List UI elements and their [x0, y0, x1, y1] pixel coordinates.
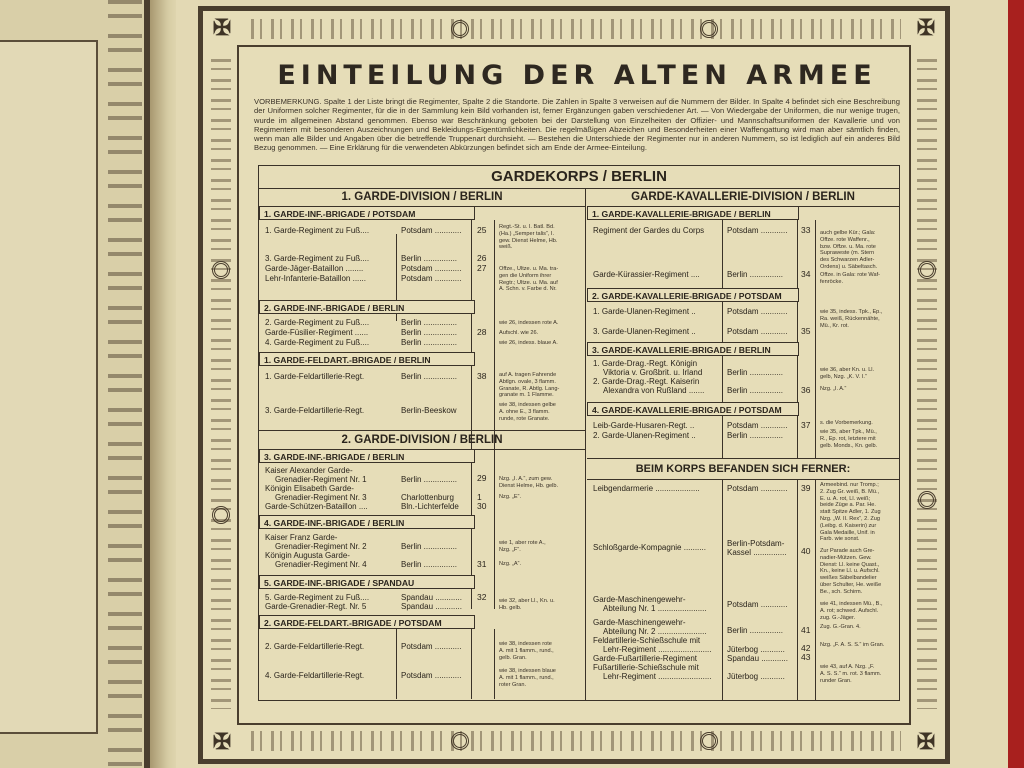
garrison: Berlin ............... [401, 542, 458, 551]
uniform-note: Armeebind. nur Tromp.; 2. Zug Gr. weiß, B. Mü., E. u. A. rot, Ll. weiß; beide Züge a. Par. He. statt Spitze Adler, 1. Zug Nzg. „W. II. Rex“, 2. Zug (Leibg. d. Kaiserin) zur Gala Medaille, Unif. in Farb. wie sonst. [820, 482, 881, 543]
division-heading: GARDE-KAVALLERIE-DIVISION / BERLIN [587, 188, 899, 207]
regiment-name: Garde-Schützen-Bataillon .... [265, 502, 368, 511]
uniform-note: wie 41, indessen Mü., B., A. rot; schwed. Aufschl. zug. G.-Jäger. [820, 601, 883, 621]
garrison: Berlin ............... [727, 626, 784, 635]
garrison: Potsdam ............ [401, 226, 462, 235]
garrison: Potsdam ............ [727, 327, 788, 336]
unit-name: Schloßgarde-Kompagnie .......... [593, 543, 706, 552]
regiment-name: Grenadier-Regiment Nr. 4 [275, 560, 367, 569]
column-rule [815, 220, 816, 458]
brigade-heading: 1. GARDE-KAVALLERIE-BRIGADE / BERLIN [587, 206, 799, 220]
garrison: Potsdam ............ [401, 264, 462, 273]
right-column [587, 188, 899, 700]
left-column [259, 188, 586, 700]
rosette-icon [451, 732, 469, 750]
picture-number: 36 [801, 385, 811, 395]
brigade-heading: 3. GARDE-INF.-BRIGADE / BERLIN [259, 449, 475, 463]
picture-number: 41 [801, 625, 811, 635]
unit-name: Lehr-Regiment ........................ [603, 645, 712, 654]
regiment-name: 1. Garde-Drag.-Regt. Königin [593, 359, 698, 368]
uniform-note: Aufschl. wie 26. [499, 330, 539, 336]
red-cover-edge [1008, 0, 1024, 768]
regiment-name: 5. Garde-Regiment zu Fuß.... [265, 593, 370, 602]
regiment-name: Kaiser Alexander Garde- [265, 466, 353, 475]
garrison: Berlin ............... [401, 475, 458, 484]
brigade-heading: 1. GARDE-FELDART.-BRIGADE / BERLIN [259, 352, 475, 366]
regiment-name: 2. Garde-Feldartillerie-Regt. [265, 642, 365, 651]
iron-cross-icon: ✠ [916, 15, 936, 40]
page-title: EINTEILUNG DER ALTEN ARMEE [277, 60, 877, 91]
garrison: Berlin ............... [401, 318, 458, 327]
unit-name: Leibgendarmerie .................... [593, 484, 700, 493]
picture-number: 40 [801, 546, 811, 556]
uniform-note: wie 43, auf A. Nzg. „F. A. S. S.“ m. rot. 3 flamm. runder Gran. [820, 664, 882, 684]
picture-number: 27 [477, 263, 487, 273]
picture-number: 31 [477, 559, 487, 569]
picture-number: 26 [477, 253, 487, 263]
garrison: Spandau ............ [401, 602, 462, 611]
column-rule [396, 629, 397, 699]
garrison: Berlin ............... [401, 328, 458, 337]
column-rule [494, 220, 495, 609]
garrison: Jüterbog ........... [727, 672, 785, 681]
rosette-icon [451, 20, 469, 38]
column-rule [471, 220, 472, 609]
garrison: Berlin ............... [401, 560, 458, 569]
regiment-name: Königin Augusta Garde- [265, 551, 350, 560]
garrison: Berlin ............... [727, 431, 784, 440]
unit-name: Garde-Fußartillerie-Regiment [593, 654, 698, 663]
garrison: Berlin ............... [727, 386, 784, 395]
iron-cross-icon: ✠ [212, 15, 232, 40]
brigade-heading: 2. GARDE-INF.-BRIGADE / BERLIN [259, 300, 475, 314]
regiment-name: Grenadier-Regiment Nr. 3 [275, 493, 367, 502]
garrison: Potsdam ............ [727, 421, 788, 430]
regiment-name: Viktoria v. Großbrit. u. Irland [603, 368, 703, 377]
uniform-note: auch gelbe Kür.; Gala: Offze. rote Waffenr., bzw. Offze. u. Ma. rote Supraweste (m. Stern des Schwarzen Adler- Ordens) u. Säbeltasch. [820, 230, 878, 270]
unit-name: Fußartillerie-Schießschule mit [593, 663, 699, 672]
uniform-note: wie 38, indessen rote A. mit 1 flamm., rund., gelb. Gran. [499, 641, 554, 661]
regiment-name: 3. Garde-Feldartillerie-Regt. [265, 406, 365, 415]
unit-name: Garde-Maschinengewehr- [593, 618, 686, 627]
garrison: Potsdam ............ [401, 671, 462, 680]
regiment-name: 4. Garde-Feldartillerie-Regt. [265, 671, 365, 680]
garrison: Bln.-Lichterfelde [401, 502, 459, 511]
garrison: Spandau ............ [401, 593, 462, 602]
garrison: Potsdam ............ [727, 307, 788, 316]
column-rule [722, 220, 723, 458]
left-page-frame [0, 0, 150, 768]
regiment-name: 1. Garde-Regiment zu Fuß.... [265, 226, 370, 235]
left-page [0, 0, 160, 768]
left-oak-leaf-band [211, 59, 231, 709]
uniform-note: wie 36, aber Kn. u. Ll. gelb, Nzg. „K. V. I.“ [820, 367, 875, 380]
regiment-name: 1. Garde-Feldartillerie-Regt. [265, 372, 365, 381]
garrison: Kassel ............... [727, 548, 787, 557]
korps-title: GARDEKORPS / BERLIN [259, 166, 899, 189]
garrison: Charlottenburg [401, 493, 454, 502]
garrison: Berlin ............... [727, 270, 784, 279]
uniform-note: Nzg. „I. A.“, zum gew. Dienst Helme, Hb. gelb. [499, 476, 559, 489]
column-rule [722, 480, 723, 700]
picture-number: 43 [801, 652, 811, 662]
picture-number: 42 [801, 643, 811, 653]
garrison: Berlin ............... [401, 254, 458, 263]
brigade-heading: 1. GARDE-INF.-BRIGADE / POTSDAM [259, 206, 475, 220]
column-rule [815, 480, 816, 700]
unit-name: Abteilung Nr. 2 ...................... [603, 627, 707, 636]
brigade-heading: 5. GARDE-INF.-BRIGADE / SPANDAU [259, 575, 475, 589]
regiment-name: Regiment der Gardes du Corps [593, 226, 705, 235]
garrison: Berlin-Beeskow [401, 406, 457, 415]
picture-number: 35 [801, 326, 811, 336]
top-oak-leaf-band [251, 19, 901, 39]
regiment-name: 2. Garde-Ulanen-Regiment .. [593, 431, 696, 440]
garrison: Berlin ............... [727, 368, 784, 377]
regiment-name: Garde-Füsilier-Regiment ...... [265, 328, 369, 337]
regiment-name: 1. Garde-Ulanen-Regiment .. [593, 307, 696, 316]
uniform-note: wie 35, aber Tpk., Mü., R., Ep. rot, letztere mit gelb. Monds., Kn. gelb. [820, 429, 878, 449]
rosette-icon [700, 20, 718, 38]
iron-cross-icon: ✠ [916, 729, 936, 754]
uniform-note: Offze., Ultze. u. Ma. tra- gen die Uniform ihrer Regtr.; Ultze. u. Ma. auf A. Schn. v. Farbe d. Nr. [499, 266, 559, 293]
unit-name: Lehr-Regiment ........................ [603, 672, 712, 681]
regiment-name: 2. Garde-Drag.-Regt. Kaiserin [593, 377, 700, 386]
column-rule [797, 220, 798, 458]
bottom-oak-leaf-band [251, 731, 901, 751]
picture-number: 32 [477, 592, 487, 602]
regiment-name: Königin Elisabeth Garde- [265, 484, 354, 493]
uniform-note: wie 35, indess. Tpk., Ep., Ra. weiß, Rückennähte, Mü., Kr. rot. [820, 309, 883, 329]
uniform-note: Zug. G.-Gran. 4. [820, 624, 861, 630]
picture-number: 39 [801, 483, 811, 493]
garrison: Spandau ............ [727, 654, 788, 663]
left-oak-leaf-border [108, 0, 142, 768]
uniform-note: s. die Vorbemerkung. [820, 420, 873, 426]
unit-name: Garde-Maschinengewehr- [593, 595, 686, 604]
rosette-icon [212, 261, 230, 279]
uniform-note: wie 26, indess. blaue A. [499, 340, 558, 346]
garrison: Potsdam ............ [727, 600, 788, 609]
regiment-name: 4. Garde-Regiment zu Fuß.... [265, 338, 370, 347]
column-rule [797, 480, 798, 700]
regiment-name: Grenadier-Regiment Nr. 1 [275, 475, 367, 484]
intro-paragraph: VORBEMERKUNG. Spalte 1 der Liste bringt die Regimenter, Spalte 2 die Standorte. Die Zahlen in Spalte 3 verweisen auf die Nummern der Bilder. In Spalte 4 befindet sich eine Beschreibung der Uniformen solcher Regimenter, für die in der Sammlung kein Bild vorhanden ist, ferner Ergänzungen gaben verschiedener Art. — Von Wiedergabe der Uniformen, die nur wenige trugen, wurde im allgemeinen Abstand genommen. Ebenso war Beschränkung geboten bei der Darstellung von Einzelheiten der Offizier- und Mannschaftsuniformen der Kavallerie und von Regimentern mit besonderen Auszeichnungen und Bekleidungs-Eigentümlichkeiten. Die regelmäßigen Abzeichen und Besonderheiten einer Waffengattung wird man aber sämtlich finden, wenn man alle Bilder und Angaben über die betreffende Truppenart durchsieht. — Bestehen die Unterschiede der Regimenter nur in anderen Nummern, so ist lediglich auf ein anderes Bild Bezug genommen. — Eine Erklärung für die verwendeten Abkürzungen befindet sich am Ende der Armee-Einteilung. [254, 97, 900, 153]
uniform-note: Zur Parade auch Gre- nadier-Mützen. Gew. Dienst: Ll. keine Quast., Kn., keine Ll. u. Aufschl. weißes Säbelbandelier über Schulter, He. weiße Be., sch. Schirm. [820, 548, 882, 595]
garrison: Potsdam ............ [401, 274, 462, 283]
picture-number: 33 [801, 225, 811, 235]
uniform-note: Nzg. „A“. [499, 561, 522, 567]
garrison: Potsdam ............ [727, 484, 788, 493]
regiment-name: Leib-Garde-Husaren-Regt. .. [593, 421, 695, 430]
uniform-note: wie 38, indessen blaue A. mit 1 flamm., rund., roter Gran. [499, 668, 556, 688]
left-page-panel [0, 40, 98, 734]
division-heading: 2. GARDE-DIVISION / BERLIN [259, 430, 585, 450]
column-rule [494, 629, 495, 699]
picture-number: 38 [477, 371, 487, 381]
picture-number: 1 [477, 492, 482, 502]
picture-number: 28 [477, 327, 487, 337]
brigade-heading: 3. GARDE-KAVALLERIE-BRIGADE / BERLIN [587, 342, 799, 356]
garrison: Berlin ............... [401, 372, 458, 381]
uniform-note: Offze. in Gala: rote Waf- fenröcke. [820, 272, 880, 285]
rosette-icon [918, 491, 936, 509]
picture-number: 25 [477, 225, 487, 235]
regiment-name: Garde-Jäger-Bataillon ........ [265, 264, 364, 273]
unit-name: Feldartillerie-Schießschule mit [593, 636, 701, 645]
regiment-name: Alexandra von Rußland ....... [603, 386, 705, 395]
unit-name: Abteilung Nr. 1 ...................... [603, 604, 707, 613]
uniform-note: Regt.-St. u. I. Batl. Bd. (Ha.) „Semper talis“, I. gew. Dienst Helme, Hb. weiß. [499, 224, 558, 251]
right-oak-leaf-band [917, 59, 937, 709]
uniform-note: Nzg. „E“. [499, 494, 522, 500]
iron-cross-icon: ✠ [212, 729, 232, 754]
garrison: Jüterbog ........... [727, 645, 785, 654]
division-heading: 1. GARDE-DIVISION / BERLIN [259, 188, 585, 207]
rosette-icon [700, 732, 718, 750]
rosette-icon [212, 506, 230, 524]
uniform-note: wie 26, indessen rote A. [499, 320, 559, 326]
brigade-heading: 4. GARDE-INF.-BRIGADE / BERLIN [259, 515, 475, 529]
additional-units-heading: BEIM KORPS BEFANDEN SICH FERNER: [587, 458, 899, 480]
garrison: Berlin-Potsdam- [727, 539, 785, 548]
regiment-name: Garde-Grenadier-Regt. Nr. 5 [265, 602, 367, 611]
regiment-name: 3. Garde-Ulanen-Regiment .. [593, 327, 696, 336]
picture-number: 30 [477, 501, 487, 511]
regiment-name: Lehr-Infanterie-Bataillon ...... [265, 274, 366, 283]
rosette-icon [918, 261, 936, 279]
brigade-heading: 4. GARDE-KAVALLERIE-BRIGADE / POTSDAM [587, 402, 799, 416]
regiment-name: Grenadier-Regiment Nr. 2 [275, 542, 367, 551]
uniform-note: wie 1, aber rote A., Nzg. „F“. [499, 540, 546, 553]
garrison: Potsdam ............ [727, 226, 788, 235]
picture-number: 29 [477, 473, 487, 483]
uniform-note: Nzg. „F. A. S. S.“ im Gran. [820, 642, 885, 648]
regiment-name: 3. Garde-Regiment zu Fuß.... [265, 254, 370, 263]
picture-number: 34 [801, 269, 811, 279]
regiment-name: Garde-Kürassier-Regiment .... [593, 270, 700, 279]
brigade-heading: 2. GARDE-FELDART.-BRIGADE / POTSDAM [259, 615, 475, 629]
garrison: Potsdam ............ [401, 642, 462, 651]
picture-number: 37 [801, 420, 811, 430]
uniform-note: wie 32, aber Ll., Kn. u. Hb. gelb. [499, 598, 555, 611]
column-rule [471, 629, 472, 699]
uniform-note: auf A. tragen Fahrende Abtlgn. ovale, 3 flamm. Granate, R. Abtlg. Lang- granate m. 1 Flamme. [499, 372, 560, 399]
uniform-note: Nzg. „I. A.“ [820, 386, 847, 392]
uniform-note: wie 38, indessen gelbe A. ohne E., 3 flamm. runde, rote Granate. [499, 402, 556, 422]
regiment-name: Kaiser Franz Garde- [265, 533, 338, 542]
gardekorps-table [258, 165, 900, 701]
regiment-name: 2. Garde-Regiment zu Fuß.... [265, 318, 370, 327]
brigade-heading: 2. GARDE-KAVALLERIE-BRIGADE / POTSDAM [587, 288, 799, 302]
garrison: Berlin ............... [401, 338, 458, 347]
